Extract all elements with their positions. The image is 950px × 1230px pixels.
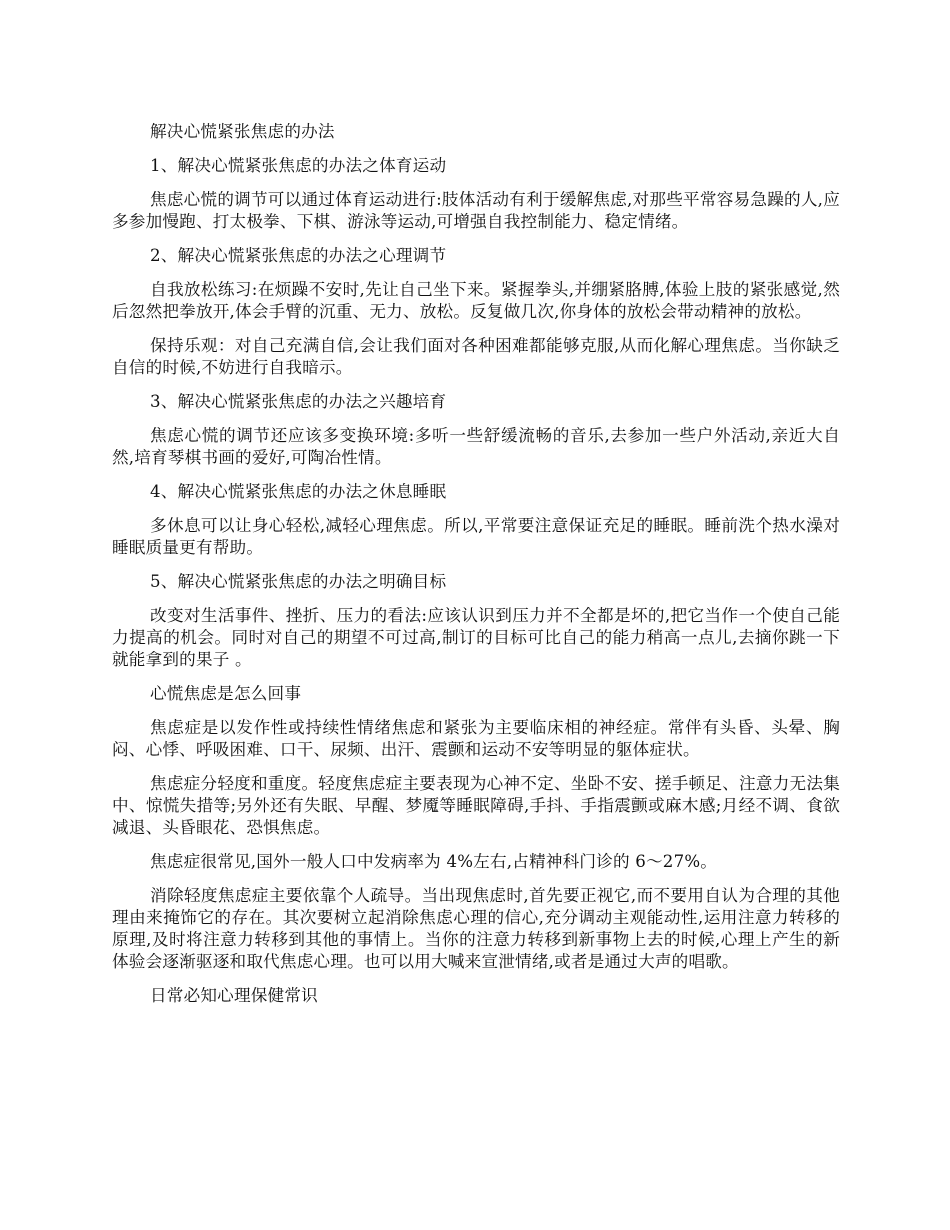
section-heading-what-is-anxiety: 心慌焦虑是怎么回事 <box>150 684 302 703</box>
document-title: 解决心慌紧张焦虑的办法 <box>150 122 335 141</box>
section-heading-hobbies: 3、解决心慌紧张焦虑的办法之兴趣培育 <box>150 392 447 411</box>
paragraph-anxiety-relief: 消除轻度焦虑症主要依靠个人疏导。当出现焦虑时,首先要正视它,而不要用自认为合理的其他理由来掩饰它的存在。其次要树立起消除焦虑心理的信心,充分调动主观能动性,运用注意力转移的原理,及时将注意力转移到其他的事情上。当你的注意力转移到新事物上去的时候,心理上产生的新体验会逐渐驱逐和取代焦虑心理。也可以用大喊来宣泄情绪,或者是通过大声的唱歌。 <box>112 886 840 971</box>
section-heading-goals: 5、解决心慌紧张焦虑的办法之明确目标 <box>150 572 447 591</box>
paragraph-anxiety-definition: 焦虑症是以发作性或持续性情绪焦虑和紧张为主要临床相的神经症。常伴有头昏、头晕、胸闷、心悸、呼吸困难、口干、尿频、出汗、震颤和运动不安等明显的躯体症状。 <box>112 718 840 759</box>
paragraph-anxiety-severity: 焦虑症分轻度和重度。轻度焦虑症主要表现为心神不定、坐卧不安、搓手顿足、注意力无法集中、惊慌失措等;另外还有失眠、早醒、梦魇等睡眠障碍,手抖、手指震颤或麻木感;月经不调、食欲减退、头昏眼花、恐惧焦虑。 <box>112 774 840 837</box>
section-heading-psychology: 2、解决心慌紧张焦虑的办法之心理调节 <box>150 246 447 265</box>
paragraph-rest: 多休息可以让身心轻松,减轻心理焦虑。所以,平常要注意保证充足的睡眠。睡前洗个热水澡对睡眠质量更有帮助。 <box>112 516 840 557</box>
section-heading-sports: 1、解决心慌紧张焦虑的办法之体育运动 <box>150 156 447 175</box>
paragraph-sports: 焦虑心慌的调节可以通过体育运动进行:肢体活动有利于缓解焦虑,对那些平常容易急躁的人,应多参加慢跑、打太极拳、下棋、游泳等运动,可增强自我控制能力、稳定情绪。 <box>112 190 840 231</box>
paragraph-optimism: 保持乐观：对自己充满自信,会让我们面对各种困难都能够克服,从而化解心理焦虑。当你缺乏自信的时候,不妨进行自我暗示。 <box>112 336 840 377</box>
paragraph-anxiety-prevalence: 焦虑症很常见,国外一般人口中发病率为 4%左右,占精神科门诊的 6～27%。 <box>150 852 718 871</box>
section-heading-rest: 4、解决心慌紧张焦虑的办法之休息睡眠 <box>150 482 447 501</box>
paragraph-hobbies: 焦虑心慌的调节还应该多变换环境:多听一些舒缓流畅的音乐,去参加一些户外活动,亲近大自然,培育琴棋书画的爱好,可陶冶性情。 <box>112 426 840 467</box>
paragraph-goals: 改变对生活事件、挫折、压力的看法:应该认识到压力并不全都是坏的,把它当作一个使自己能力提高的机会。同时对自己的期望不可过高,制订的目标可比自己的能力稍高一点儿,去摘你跳一下就能拿到的果子 。 <box>112 606 840 669</box>
paragraph-relaxation: 自我放松练习:在烦躁不安时,先让自己坐下来。紧握拳头,并绷紧胳膊,体验上肢的紧张感觉,然后忽然把拳放开,体会手臂的沉重、无力、放松。反复做几次,你身体的放松会带动精神的放松。 <box>112 280 840 321</box>
section-heading-mental-health: 日常必知心理保健常识 <box>150 986 318 1005</box>
